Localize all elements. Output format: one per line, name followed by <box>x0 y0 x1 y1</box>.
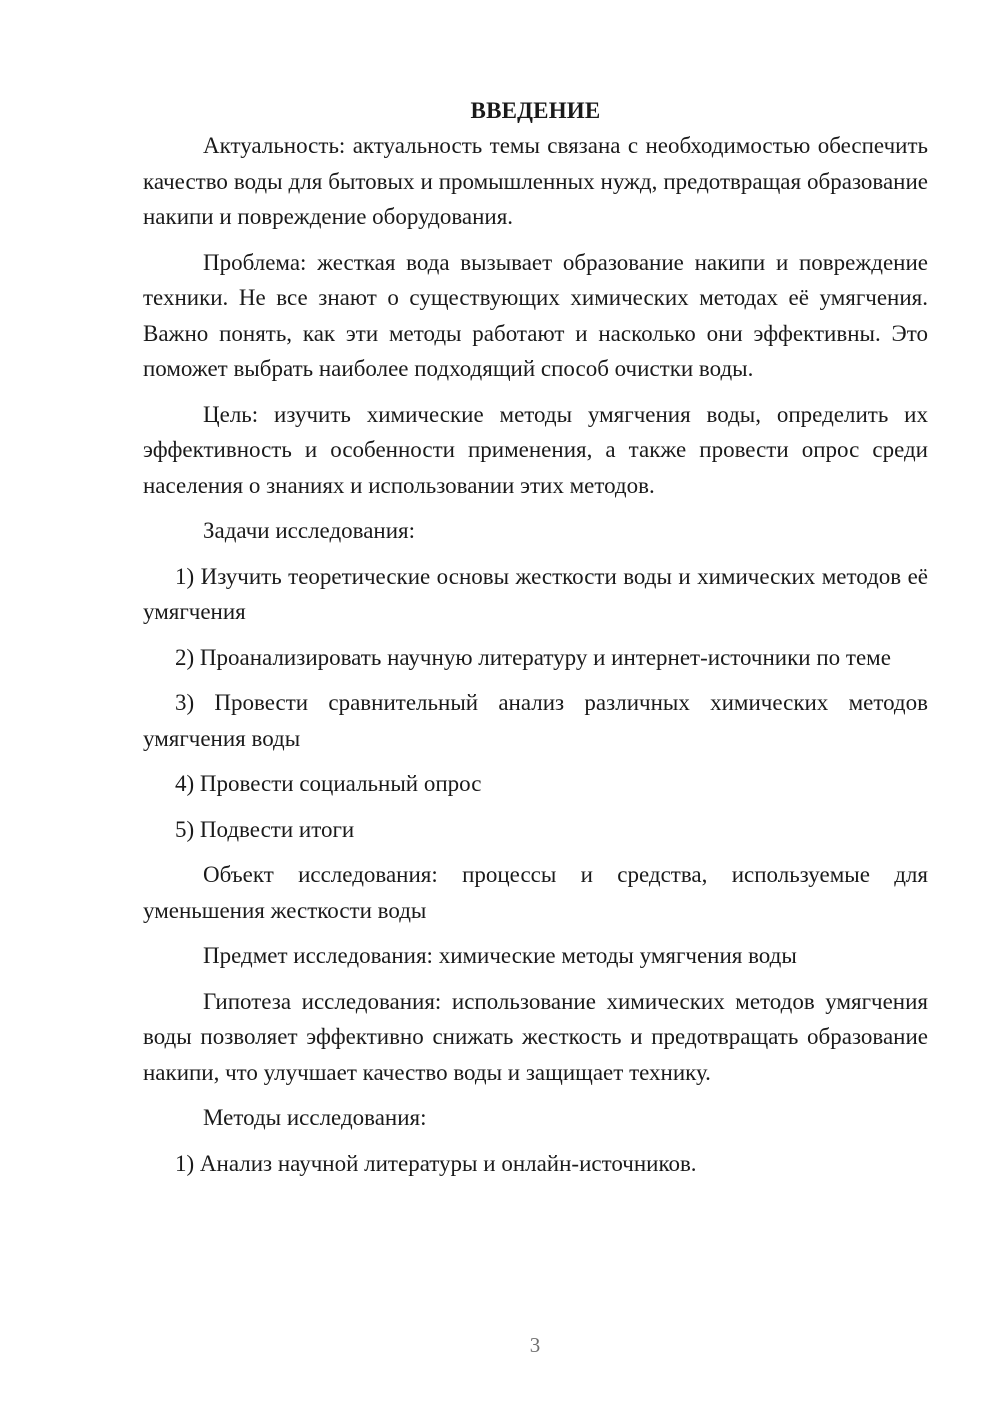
hypothesis-paragraph: Гипотеза исследования: использование химических методов умягчения воды позволяет эффективно снижать жесткость и предотвращать образование накипи, что улучшает качество воды и защищает технику. <box>143 988 928 1085</box>
methods-list <box>143 1146 928 1182</box>
tasks-list <box>143 559 928 848</box>
relevance-paragraph: Актуальность: актуальность темы связана с необходимостью обеспечить качество воды для бытовых и промышленных нужд, предотвращая образование накипи и повреждение оборудования. <box>143 133 928 229</box>
page-number: 3 <box>529 1333 541 1357</box>
page-title: ВВЕДЕНИЕ <box>470 98 601 123</box>
list-item: 3) Провести сравнительный анализ различных химических методов умягчения воды <box>143 690 928 751</box>
list-item: 1) Анализ научной литературы и онлайн-источников. <box>175 1150 697 1176</box>
subject-paragraph: Предмет исследования: химические методы умягчения воды <box>203 943 797 968</box>
list-item: 4) Провести социальный опрос <box>175 771 482 796</box>
list-item: 2) Проанализировать научную литературу и интернет-источники по теме <box>175 644 891 670</box>
list-item: 1) Изучить теоретические основы жесткости воды и химических методов её умягчения <box>143 563 928 624</box>
list-item: 5) Подвести итоги <box>175 816 355 842</box>
document-page <box>143 93 928 1191</box>
object-paragraph: Объект исследования: процессы и средства, используемые для уменьшения жесткости воды <box>143 862 928 923</box>
goal-paragraph: Цель: изучить химические методы умягчения воды, определить их эффективность и особенности применения, а также провести опрос среди населения о знаниях и использовании этих методов. <box>143 401 928 498</box>
problem-paragraph: Проблема: жесткая вода вызывает образование накипи и повреждение техники. Не все знают о существующих химических методах её умягчения. Важно понять, как эти методы работают и насколько они эффективны. Это поможет выбрать наиболее подходящий способ очистки воды. <box>143 249 928 381</box>
tasks-heading: Задачи исследования: <box>203 518 416 543</box>
methods-heading: Методы исследования: <box>203 1105 427 1130</box>
